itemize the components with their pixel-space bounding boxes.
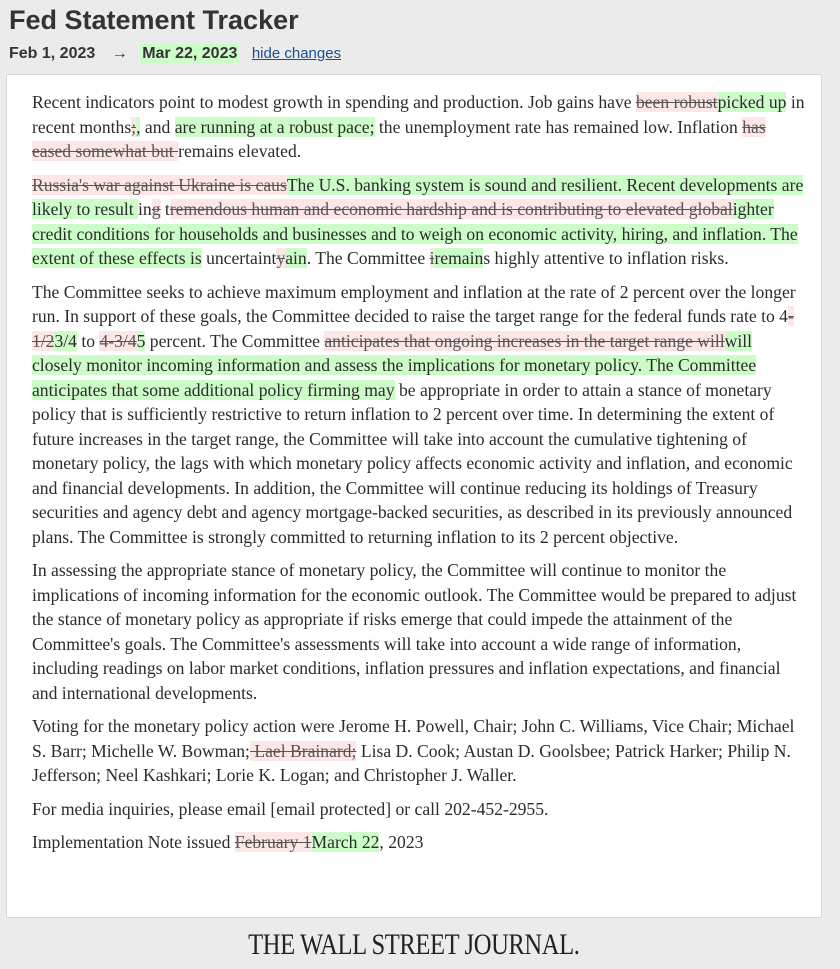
statement-paragraph: [32, 280, 806, 550]
unchanged-text: percent. The Committee: [145, 330, 325, 351]
unchanged-text: and: [140, 116, 175, 137]
statement-card: [6, 74, 822, 918]
inserted-text: ain: [285, 248, 307, 268]
unchanged-text: For media inquiries, please email [email protected] or call 202-452-2955.: [32, 798, 549, 819]
unchanged-text: to: [76, 330, 100, 351]
deleted-text: i: [429, 248, 435, 268]
statement-paragraph: [32, 173, 806, 271]
unchanged-text: Recent indicators point to modest growth in spending and production. Job gains have: [32, 92, 636, 112]
deleted-text: g: [151, 199, 161, 219]
unchanged-text: In assessing the appropriate stance of monetary policy, the Committee will continue to monitor the implications of incoming information for the economic outlook. The Committee would be prepared to adjust the stance of monetary policy as appropriate if risks emerge that could impede the attainment of the Committee's goals. The Committee's assessments will take into account a wide range of information, including readings on labor market conditions, inflation pressures and inflation expectations, and financial and international developments.: [32, 560, 797, 703]
statement-paragraph: [32, 558, 806, 705]
from-date: Feb 1, 2023: [9, 45, 96, 62]
wsj-logo: THE WALL STREET JOURNAL.: [248, 928, 580, 961]
to-date: Mar 22, 2023: [142, 45, 238, 62]
unchanged-text: t: [160, 199, 170, 219]
statement-paragraph: [32, 714, 806, 788]
inserted-text: The U.S. banking system is sound and resilient. Recent developments are likely to result: [32, 174, 804, 219]
inserted-text: 5: [136, 330, 146, 351]
inserted-text: remain: [434, 248, 484, 268]
inserted-text: will closely monitor incoming information and assess the implications for monetary policy. The Committee anticipates that some additional policy firming may: [32, 330, 757, 400]
deleted-text: Russia's war against Ukraine is caus: [32, 174, 287, 195]
unchanged-text: in: [138, 199, 152, 219]
statement-paragraph: [32, 797, 806, 822]
deleted-text: anticipates that ongoing increases in the target range will: [324, 330, 725, 351]
inserted-text: picked up: [717, 92, 787, 112]
deleted-text: Lael Brainard;: [249, 740, 357, 761]
page-title: Fed Statement Tracker: [9, 5, 299, 35]
unchanged-text: Lisa D. Cook; Austan D. Goolsbee; Patrick Harker; Philip N. Jefferson; Neel Kashkari; Lorie K. Logan; and Christopher J. Waller.: [32, 740, 791, 785]
date-comparison-bar: [9, 44, 341, 64]
unchanged-text: The Committee seeks to achieve maximum employment and inflation at the rate of 2 percent over the longer run. In support of these goals, the Committee decided to raise the target range for the federal funds rate to 4: [32, 281, 796, 326]
unchanged-text: Voting for the monetary policy action were Jerome H. Powell, Chair; John C. Williams, Vice Chair; Michael S. Barr; Michelle W. Bowman;: [32, 716, 795, 761]
inserted-text: March 22: [311, 832, 380, 852]
statement-paragraph: [32, 90, 806, 164]
statement-text: [32, 90, 806, 864]
unchanged-text: the unemployment rate has remained low. Inflation: [374, 116, 743, 137]
unchanged-text: in recent months: [32, 92, 805, 137]
deleted-text: 4-3/4: [99, 330, 137, 351]
unchanged-text: uncertaint: [201, 248, 277, 268]
inserted-text: ,: [136, 116, 141, 137]
unchanged-text: , 2023: [379, 832, 424, 852]
unchanged-text: be appropriate in order to attain a stance of monetary policy that is sufficiently restrictive to return inflation to 2 percent over time. In determining the extent of future increases in the target range, the Committee will take into account the cumulative tightening of monetary policy, the lags with which monetary policy affects economic activity and inflation, and economic and financial developments. In addition, the Committee will continue reducing its holdings of Treasury securities and agency debt and agency mortgage-backed securities, as described in its previously announced plans. The Committee is strongly committed to returning inflation to its 2 percent objective.: [32, 379, 793, 547]
deleted-text: been robust: [635, 92, 718, 112]
unchanged-text: . The Committee: [306, 248, 430, 268]
deleted-text: -1/2: [32, 306, 794, 351]
arrow-icon: →: [111, 45, 128, 62]
deleted-text: y: [276, 248, 286, 268]
inserted-text: are running at a robust pace;: [174, 116, 375, 137]
inserted-text: 3/4: [54, 330, 77, 351]
deleted-text: remendous human and economic hardship and is contributing to elevated global: [169, 199, 733, 219]
header: [9, 4, 341, 64]
deleted-text: February 1: [234, 832, 312, 852]
hide-changes-link[interactable]: hide changes: [251, 45, 342, 62]
deleted-text: has eased somewhat but: [32, 116, 766, 161]
inserted-text: ighter credit conditions for households and businesses and to weigh on economic activity, hiring, and inflation. The extent of these effects is: [32, 199, 798, 268]
statement-paragraph: [32, 830, 806, 855]
unchanged-text: remains elevated.: [178, 141, 302, 161]
unchanged-text: s highly attentive to inflation risks.: [483, 248, 729, 268]
unchanged-text: Implementation Note issued: [32, 832, 235, 852]
deleted-text: ;: [131, 116, 137, 137]
